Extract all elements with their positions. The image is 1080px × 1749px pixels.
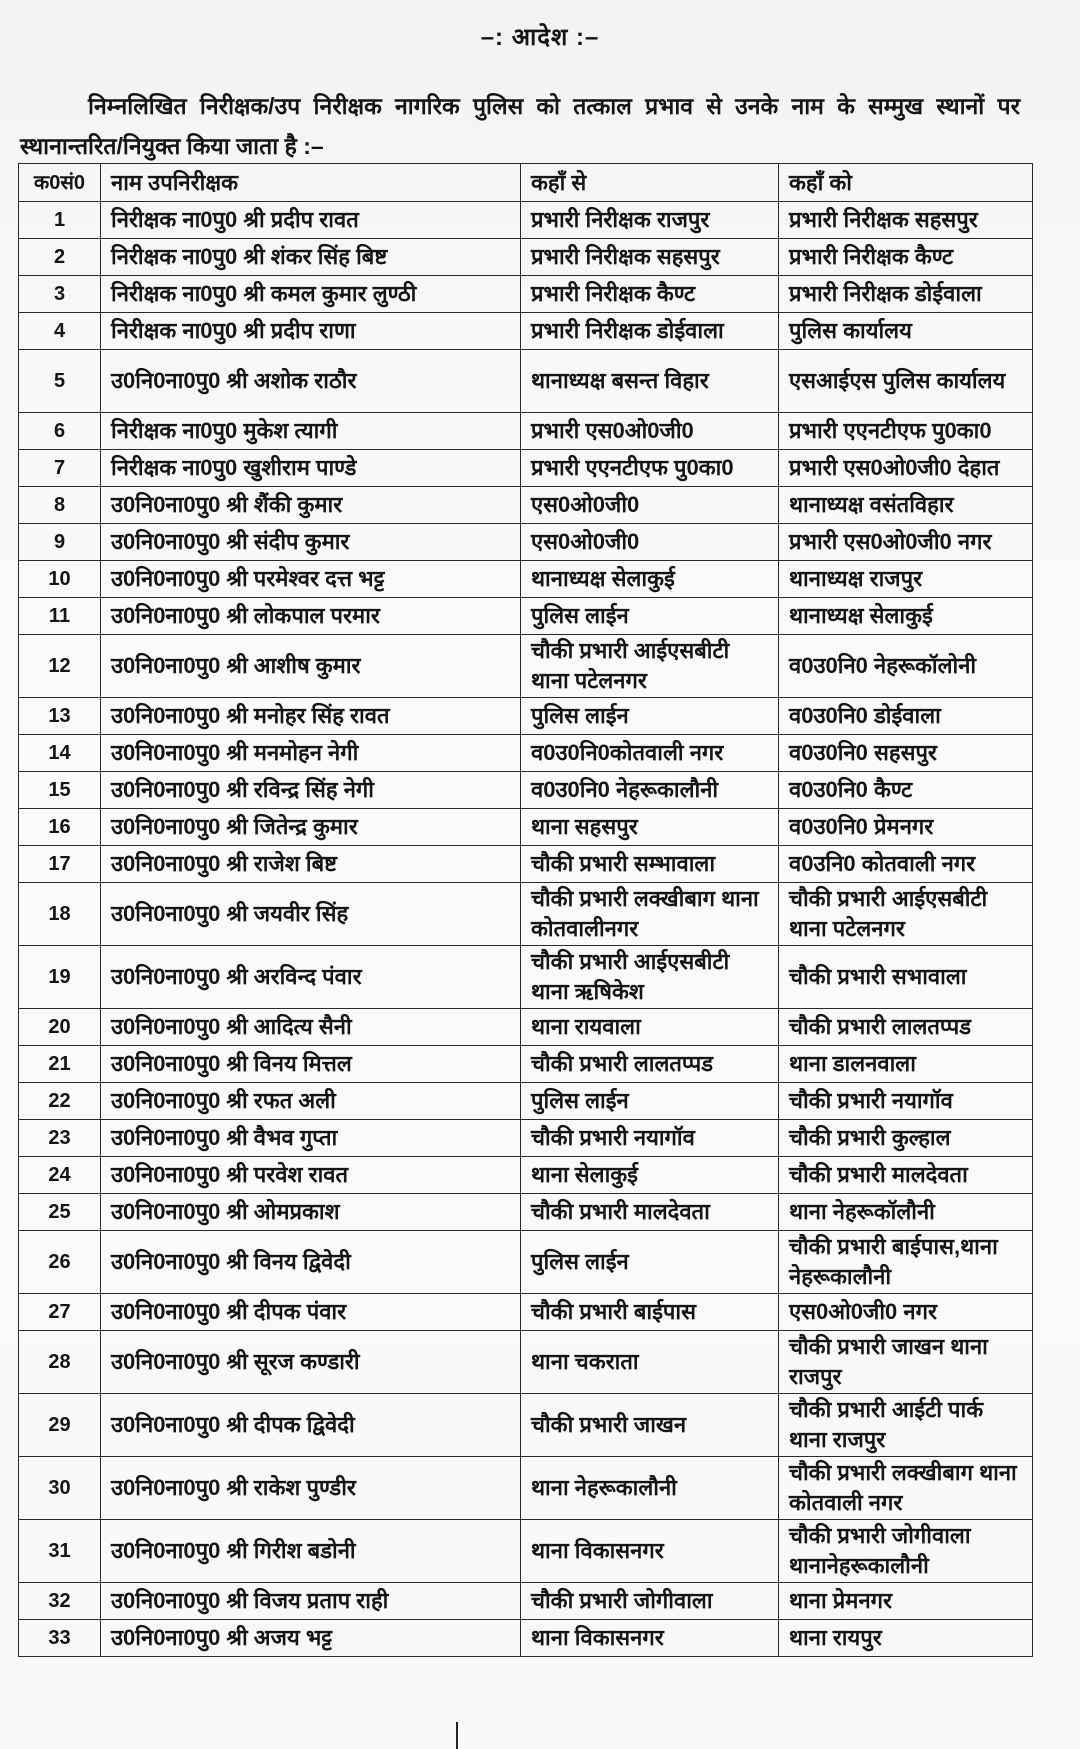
officer-name-cell: निरीक्षक ना0पु0 मुकेश त्यागी bbox=[101, 413, 521, 450]
from-location-cell: चौकी प्रभारी जाखन bbox=[521, 1394, 779, 1457]
from-location-cell: चौकी प्रभारी बाईपास bbox=[521, 1294, 779, 1331]
serial-no-cell: 21 bbox=[19, 1046, 101, 1083]
to-location-cell: व0उ0नि0 प्रेमनगर bbox=[779, 809, 1033, 846]
serial-no-cell: 16 bbox=[19, 809, 101, 846]
table-row bbox=[19, 1331, 1033, 1394]
table-row bbox=[19, 1046, 1033, 1083]
to-location-cell: व0उ0नि0 नेहरूकॉलोनी bbox=[779, 635, 1033, 698]
serial-no-cell: 20 bbox=[19, 1009, 101, 1046]
table-row bbox=[19, 809, 1033, 846]
from-location-cell: चौकी प्रभारी सम्भावाला bbox=[521, 846, 779, 883]
table-row bbox=[19, 524, 1033, 561]
from-location-cell: व0उ0नि0कोतवाली नगर bbox=[521, 735, 779, 772]
to-location-cell: व0उ0नि0 सहसपुर bbox=[779, 735, 1033, 772]
to-location-cell: प्रभारी निरीक्षक डोईवाला bbox=[779, 276, 1033, 313]
to-location-cell: थाना डालनवाला bbox=[779, 1046, 1033, 1083]
order-title: –: आदेश :– bbox=[480, 24, 600, 51]
from-location-cell: प्रभारी निरीक्षक कैण्ट bbox=[521, 276, 779, 313]
officer-name-cell: उ0नि0ना0पु0 श्री जितेन्द्र कुमार bbox=[101, 809, 521, 846]
table-row bbox=[19, 1620, 1033, 1657]
header-name: नाम उपनिरीक्षक bbox=[101, 164, 521, 202]
serial-no-cell: 1 bbox=[19, 202, 101, 239]
serial-no-cell: 18 bbox=[19, 883, 101, 946]
to-location-cell: चौकी प्रभारी बाईपास,थाना नेहरूकालौनी bbox=[779, 1231, 1033, 1294]
serial-no-cell: 32 bbox=[19, 1583, 101, 1620]
table-row bbox=[19, 946, 1033, 1009]
table-row bbox=[19, 202, 1033, 239]
table-row bbox=[19, 1009, 1033, 1046]
serial-no-cell: 31 bbox=[19, 1520, 101, 1583]
to-location-cell: चौकी प्रभारी लालतप्पड bbox=[779, 1009, 1033, 1046]
serial-no-cell: 11 bbox=[19, 598, 101, 635]
to-location-cell: व0उ0नि0 डोईवाला bbox=[779, 698, 1033, 735]
serial-no-cell: 2 bbox=[19, 239, 101, 276]
header-serial-no: क0सं0 bbox=[19, 164, 101, 202]
officer-name-cell: उ0नि0ना0पु0 श्री विजय प्रताप राही bbox=[101, 1583, 521, 1620]
officer-name-cell: उ0नि0ना0पु0 श्री आदित्य सैनी bbox=[101, 1009, 521, 1046]
table-row bbox=[19, 1157, 1033, 1194]
from-location-cell: चौकी प्रभारी जोगीवाला bbox=[521, 1583, 779, 1620]
to-location-cell: थाना नेहरूकॉलौनी bbox=[779, 1194, 1033, 1231]
from-location-cell: थाना रायवाला bbox=[521, 1009, 779, 1046]
from-location-cell: चौकी प्रभारी आईएसबीटी थाना ऋषिकेश bbox=[521, 946, 779, 1009]
serial-no-cell: 19 bbox=[19, 946, 101, 1009]
serial-no-cell: 9 bbox=[19, 524, 101, 561]
to-location-cell: चौकी प्रभारी जाखन थाना राजपुर bbox=[779, 1331, 1033, 1394]
from-location-cell: प्रभारी निरीक्षक डोईवाला bbox=[521, 313, 779, 350]
to-location-cell: चौकी प्रभारी जोगीवाला थानानेहरूकालौनी bbox=[779, 1520, 1033, 1583]
table-row bbox=[19, 276, 1033, 313]
officer-name-cell: उ0नि0ना0पु0 श्री अजय भट्ट bbox=[101, 1620, 521, 1657]
officer-name-cell: उ0नि0ना0पु0 श्री परवेश रावत bbox=[101, 1157, 521, 1194]
to-location-cell: चौकी प्रभारी आईटी पार्क थाना राजपुर bbox=[779, 1394, 1033, 1457]
from-location-cell: प्रभारी निरीक्षक राजपुर bbox=[521, 202, 779, 239]
officer-name-cell: उ0नि0ना0पु0 श्री राजेश बिष्ट bbox=[101, 846, 521, 883]
officer-name-cell: उ0नि0ना0पु0 श्री दीपक द्विवेदी bbox=[101, 1394, 521, 1457]
table-row bbox=[19, 239, 1033, 276]
from-location-cell: चौकी प्रभारी मालदेवता bbox=[521, 1194, 779, 1231]
officer-name-cell: उ0नि0ना0पु0 श्री मनमोहन नेगी bbox=[101, 735, 521, 772]
order-intro-paragraph: निम्नलिखित निरीक्षक/उप निरीक्षक नागरिक पुलिस को तत्काल प्रभाव से उनके नाम के सम्मुख स्थानों पर स्थानान्तरित/नियुक्त किया जाता है :– bbox=[20, 93, 1020, 159]
table-row bbox=[19, 1394, 1033, 1457]
officer-name-cell: उ0नि0ना0पु0 श्री रविन्द्र सिंह नेगी bbox=[101, 772, 521, 809]
serial-no-cell: 8 bbox=[19, 487, 101, 524]
officer-name-cell: उ0नि0ना0पु0 श्री आशीष कुमार bbox=[101, 635, 521, 698]
serial-no-cell: 3 bbox=[19, 276, 101, 313]
officer-name-cell: उ0नि0ना0पु0 श्री परमेश्वर दत्त भट्ट bbox=[101, 561, 521, 598]
table-row bbox=[19, 635, 1033, 698]
serial-no-cell: 10 bbox=[19, 561, 101, 598]
table-row bbox=[19, 1083, 1033, 1120]
from-location-cell: थाना सहसपुर bbox=[521, 809, 779, 846]
table-row bbox=[19, 1583, 1033, 1620]
officer-name-cell: उ0नि0ना0पु0 श्री विनय मित्तल bbox=[101, 1046, 521, 1083]
to-location-cell: व0उ0नि0 कैण्ट bbox=[779, 772, 1033, 809]
from-location-cell: चौकी प्रभारी लक्खीबाग थाना कोतवालीनगर bbox=[521, 883, 779, 946]
officer-name-cell: निरीक्षक ना0पु0 श्री प्रदीप राणा bbox=[101, 313, 521, 350]
to-location-cell: थाना प्रेमनगर bbox=[779, 1583, 1033, 1620]
officer-name-cell: उ0नि0ना0पु0 श्री अरविन्द पंवार bbox=[101, 946, 521, 1009]
from-location-cell: एस0ओ0जी0 bbox=[521, 524, 779, 561]
serial-no-cell: 25 bbox=[19, 1194, 101, 1231]
serial-no-cell: 4 bbox=[19, 313, 101, 350]
serial-no-cell: 6 bbox=[19, 413, 101, 450]
officer-name-cell: उ0नि0ना0पु0 श्री ओमप्रकाश bbox=[101, 1194, 521, 1231]
table-row bbox=[19, 1120, 1033, 1157]
to-location-cell: चौकी प्रभारी आईएसबीटी थाना पटेलनगर bbox=[779, 883, 1033, 946]
table-row bbox=[19, 598, 1033, 635]
from-location-cell: व0उ0नि0 नेहरूकालौनी bbox=[521, 772, 779, 809]
officer-name-cell: उ0नि0ना0पु0 श्री विनय द्विवेदी bbox=[101, 1231, 521, 1294]
to-location-cell: चौकी प्रभारी सभावाला bbox=[779, 946, 1033, 1009]
officer-name-cell: उ0नि0ना0पु0 श्री लोकपाल परमार bbox=[101, 598, 521, 635]
officer-name-cell: निरीक्षक ना0पु0 श्री प्रदीप रावत bbox=[101, 202, 521, 239]
officer-name-cell: उ0नि0ना0पु0 श्री जयवीर सिंह bbox=[101, 883, 521, 946]
table-row bbox=[19, 698, 1033, 735]
from-location-cell: थानाध्यक्ष सेलाकुई bbox=[521, 561, 779, 598]
to-location-cell: थानाध्यक्ष वसंतविहार bbox=[779, 487, 1033, 524]
serial-no-cell: 26 bbox=[19, 1231, 101, 1294]
to-location-cell: प्रभारी निरीक्षक सहसपुर bbox=[779, 202, 1033, 239]
table-row bbox=[19, 1231, 1033, 1294]
officer-name-cell: उ0नि0ना0पु0 श्री संदीप कुमार bbox=[101, 524, 521, 561]
table-row bbox=[19, 1294, 1033, 1331]
from-location-cell: प्रभारी एस0ओ0जी0 bbox=[521, 413, 779, 450]
serial-no-cell: 17 bbox=[19, 846, 101, 883]
officer-name-cell: उ0नि0ना0पु0 श्री शैंकी कुमार bbox=[101, 487, 521, 524]
from-location-cell: प्रभारी एएनटीएफ पु0का0 bbox=[521, 450, 779, 487]
serial-no-cell: 30 bbox=[19, 1457, 101, 1520]
from-location-cell: पुलिस लाईन bbox=[521, 698, 779, 735]
serial-no-cell: 28 bbox=[19, 1331, 101, 1394]
to-location-cell: थाना रायपुर bbox=[779, 1620, 1033, 1657]
from-location-cell: चौकी प्रभारी लालतप्पड bbox=[521, 1046, 779, 1083]
table-row bbox=[19, 735, 1033, 772]
officer-name-cell: उ0नि0ना0पु0 श्री सूरज कण्डारी bbox=[101, 1331, 521, 1394]
serial-no-cell: 22 bbox=[19, 1083, 101, 1120]
serial-no-cell: 5 bbox=[19, 350, 101, 413]
from-location-cell: थाना चकराता bbox=[521, 1331, 779, 1394]
officer-name-cell: निरीक्षक ना0पु0 श्री कमल कुमार लुण्ठी bbox=[101, 276, 521, 313]
table-row bbox=[19, 1520, 1033, 1583]
from-location-cell: थानाध्यक्ष बसन्त विहार bbox=[521, 350, 779, 413]
table-row bbox=[19, 413, 1033, 450]
officer-name-cell: निरीक्षक ना0पु0 श्री शंकर सिंह बिष्ट bbox=[101, 239, 521, 276]
serial-no-cell: 13 bbox=[19, 698, 101, 735]
to-location-cell: व0उनि0 कोतवाली नगर bbox=[779, 846, 1033, 883]
to-location-cell: प्रभारी एएनटीएफ पु0का0 bbox=[779, 413, 1033, 450]
officer-name-cell: उ0नि0ना0पु0 श्री वैभव गुप्ता bbox=[101, 1120, 521, 1157]
serial-no-cell: 27 bbox=[19, 1294, 101, 1331]
to-location-cell: चौकी प्रभारी कुल्हाल bbox=[779, 1120, 1033, 1157]
serial-no-cell: 24 bbox=[19, 1157, 101, 1194]
from-location-cell: थाना विकासनगर bbox=[521, 1520, 779, 1583]
table-row bbox=[19, 561, 1033, 598]
table-row bbox=[19, 1457, 1033, 1520]
serial-no-cell: 12 bbox=[19, 635, 101, 698]
to-location-cell: पुलिस कार्यालय bbox=[779, 313, 1033, 350]
table-row bbox=[19, 846, 1033, 883]
serial-no-cell: 29 bbox=[19, 1394, 101, 1457]
officer-name-cell: निरीक्षक ना0पु0 खुशीराम पाण्डे bbox=[101, 450, 521, 487]
to-location-cell: थानाध्यक्ष राजपुर bbox=[779, 561, 1033, 598]
table-row bbox=[19, 772, 1033, 809]
officer-name-cell: उ0नि0ना0पु0 श्री दीपक पंवार bbox=[101, 1294, 521, 1331]
table-row bbox=[19, 883, 1033, 946]
serial-no-cell: 15 bbox=[19, 772, 101, 809]
to-location-cell: प्रभारी एस0ओ0जी0 नगर bbox=[779, 524, 1033, 561]
header-from: कहाँ से bbox=[521, 164, 779, 202]
to-location-cell: प्रभारी एस0ओ0जी0 देहात bbox=[779, 450, 1033, 487]
officer-name-cell: उ0नि0ना0पु0 श्री मनोहर सिंह रावत bbox=[101, 698, 521, 735]
table-row bbox=[19, 450, 1033, 487]
officer-name-cell: उ0नि0ना0पु0 श्री अशोक राठौर bbox=[101, 350, 521, 413]
officer-name-cell: उ0नि0ना0पु0 श्री राकेश पुण्डीर bbox=[101, 1457, 521, 1520]
serial-no-cell: 7 bbox=[19, 450, 101, 487]
from-location-cell: पुलिस लाईन bbox=[521, 1231, 779, 1294]
officer-name-cell: उ0नि0ना0पु0 श्री गिरीश बडोनी bbox=[101, 1520, 521, 1583]
serial-no-cell: 23 bbox=[19, 1120, 101, 1157]
serial-no-cell: 14 bbox=[19, 735, 101, 772]
header-to: कहाँ को bbox=[779, 164, 1033, 202]
from-location-cell: पुलिस लाईन bbox=[521, 1083, 779, 1120]
pen-mark bbox=[456, 1722, 458, 1749]
to-location-cell: प्रभारी निरीक्षक कैण्ट bbox=[779, 239, 1033, 276]
table-row bbox=[19, 350, 1033, 413]
from-location-cell: एस0ओ0जी0 bbox=[521, 487, 779, 524]
to-location-cell: चौकी प्रभारी लक्खीबाग थाना कोतवाली नगर bbox=[779, 1457, 1033, 1520]
officer-name-cell: उ0नि0ना0पु0 श्री रफत अली bbox=[101, 1083, 521, 1120]
to-location-cell: एस0ओ0जी0 नगर bbox=[779, 1294, 1033, 1331]
from-location-cell: थाना नेहरूकालौनी bbox=[521, 1457, 779, 1520]
from-location-cell: चौकी प्रभारी आईएसबीटी थाना पटेलनगर bbox=[521, 635, 779, 698]
table-header-row bbox=[19, 164, 1033, 202]
from-location-cell: थाना सेलाकुई bbox=[521, 1157, 779, 1194]
from-location-cell: पुलिस लाईन bbox=[521, 598, 779, 635]
to-location-cell: थानाध्यक्ष सेलाकुई bbox=[779, 598, 1033, 635]
table-row bbox=[19, 1194, 1033, 1231]
from-location-cell: प्रभारी निरीक्षक सहसपुर bbox=[521, 239, 779, 276]
transfer-table-body bbox=[19, 202, 1033, 1657]
table-row bbox=[19, 313, 1033, 350]
to-location-cell: चौकी प्रभारी मालदेवता bbox=[779, 1157, 1033, 1194]
to-location-cell: एसआईएस पुलिस कार्यालय bbox=[779, 350, 1033, 413]
transfer-table bbox=[18, 163, 1033, 1657]
serial-no-cell: 33 bbox=[19, 1620, 101, 1657]
to-location-cell: चौकी प्रभारी नयागॉव bbox=[779, 1083, 1033, 1120]
table-row bbox=[19, 487, 1033, 524]
from-location-cell: चौकी प्रभारी नयागॉव bbox=[521, 1120, 779, 1157]
from-location-cell: थाना विकासनगर bbox=[521, 1620, 779, 1657]
